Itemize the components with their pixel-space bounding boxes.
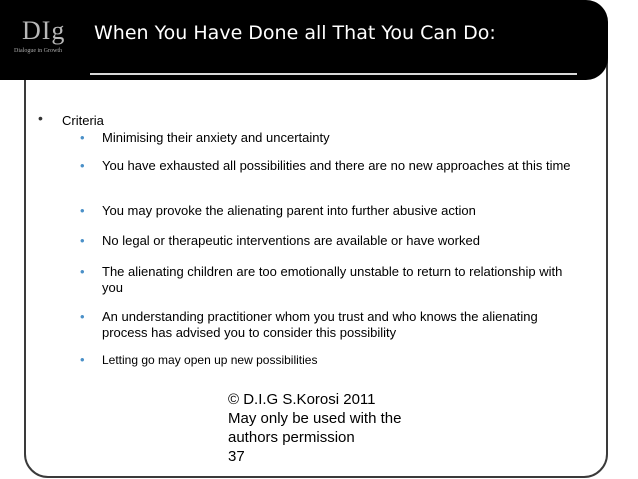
title-underline [90, 73, 577, 75]
permission-line: authors permission [228, 429, 355, 446]
bullet-icon: • [80, 203, 85, 218]
list-item-text: Letting go may open up new possibilities [102, 353, 318, 367]
list-item-text: Minimising their anxiety and uncertainty [102, 130, 330, 145]
bullet-icon: • [80, 352, 85, 367]
logo-subtext: Dialogue in Growth [14, 48, 62, 54]
bullet-icon: • [80, 130, 85, 145]
list-item-text: An understanding practitioner whom you trust and who knows the alienating process has advised you to consider this possibility [102, 309, 538, 340]
usage-line: May only be used with the [228, 410, 402, 427]
bullet-icon: • [80, 264, 85, 279]
bullet-icon: • [80, 233, 85, 248]
logo-text: DIg [22, 16, 66, 45]
bullet-icon: • [80, 309, 85, 324]
copyright-line: © D.I.G S.Korosi 2011 [228, 391, 376, 408]
title-bar [0, 0, 608, 80]
list-item-text: No legal or therapeutic interventions are available or have worked [102, 233, 480, 248]
bullet-icon: • [80, 158, 85, 173]
bullet-icon: • [38, 110, 43, 126]
criteria-heading: Criteria [62, 113, 104, 128]
page-number: 37 [228, 448, 245, 465]
slide-title: When You Have Done all That You Can Do: [94, 22, 496, 44]
list-item-text: You have exhausted all possibilities and there are no new approaches at this time [102, 158, 571, 173]
list-item-text: The alienating children are too emotionally unstable to return to relationship with you [102, 264, 563, 295]
copyright-footer [228, 390, 401, 466]
list-item-text: You may provoke the alienating parent into further abusive action [102, 203, 476, 218]
dig-logo [14, 16, 72, 56]
